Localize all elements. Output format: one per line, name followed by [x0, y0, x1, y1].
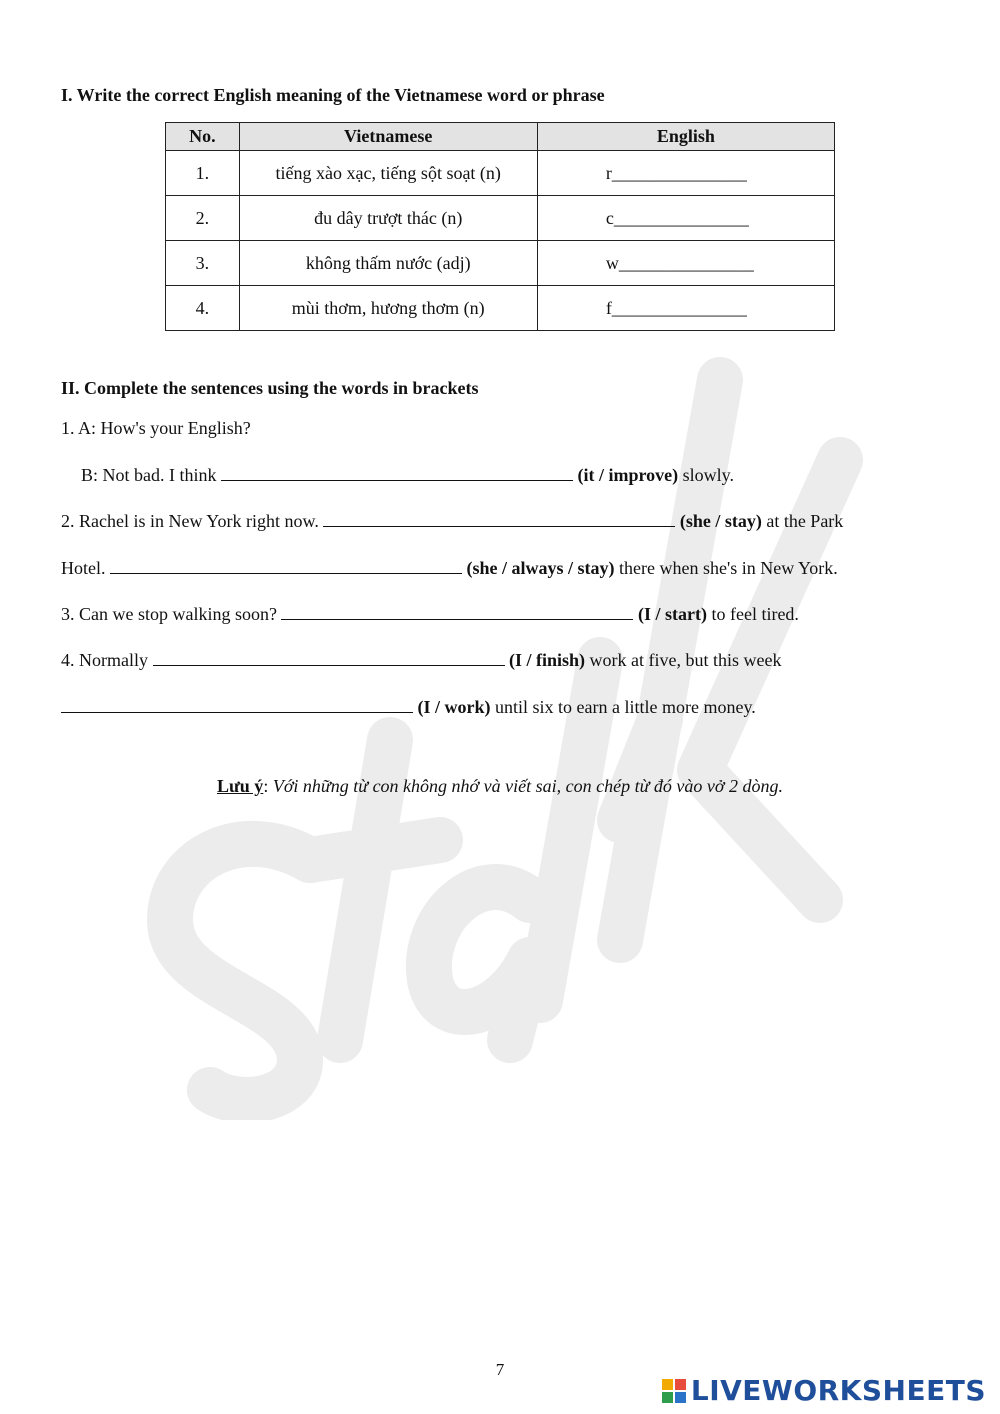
note [0, 776, 1000, 797]
row-number: 2. [166, 196, 240, 241]
vietnamese-phrase: không thấm nước (adj) [239, 241, 537, 286]
vietnamese-phrase: đu dây trượt thác (n) [239, 196, 537, 241]
vocabulary-table [165, 122, 835, 331]
note-separator: : [263, 776, 273, 796]
header-no: No. [166, 123, 240, 151]
section-1-heading: I. Write the correct English meaning of the Vietnamese word or phrase [61, 85, 605, 105]
header-vietnamese: Vietnamese [239, 123, 537, 151]
row-number: 1. [166, 151, 240, 196]
english-answer-text: r_______________ [605, 162, 747, 183]
sentence-line [61, 649, 781, 671]
bracket-hint: (I / work) [417, 697, 491, 717]
sentence-line [61, 418, 251, 439]
sentence-text: 1. A: How's your English? [61, 418, 251, 438]
english-answer-text: w_______________ [605, 252, 754, 273]
answer-blank[interactable] [221, 464, 573, 481]
english-answer-text: c_______________ [605, 207, 749, 228]
table-row [166, 286, 835, 331]
sentence-text: work at five, but this week [585, 650, 782, 670]
table-header-row [166, 123, 835, 151]
sentence-text: to feel tired. [706, 604, 799, 624]
sentence-text: until six to earn a little more money. [490, 697, 756, 717]
sentence-line [61, 696, 756, 718]
liveworksheets-logo-icon [661, 1378, 687, 1404]
answer-blank[interactable] [281, 603, 633, 620]
vietnamese-phrase: tiếng xào xạc, tiếng sột soạt (n) [239, 151, 537, 196]
bracket-hint: (she / stay) [679, 511, 762, 531]
sentence-line [61, 557, 838, 579]
sentence-line [61, 603, 799, 625]
sentence-line [81, 464, 734, 486]
table-row [166, 196, 835, 241]
bracket-hint: (I / start) [637, 604, 707, 624]
sentence-text: 3. Can we stop walking soon? [61, 604, 282, 624]
row-number: 3. [166, 241, 240, 286]
header-english: English [537, 123, 834, 151]
table-row [166, 241, 835, 286]
english-answer-blank[interactable] [537, 241, 834, 286]
answer-blank[interactable] [110, 557, 462, 574]
liveworksheets-brand [661, 1374, 986, 1407]
brand-name: LIVEWORKSHEETS [690, 1374, 986, 1407]
bracket-hint: (she / always / stay) [466, 558, 615, 578]
english-answer-text: f_______________ [605, 297, 747, 318]
english-answer-blank[interactable] [537, 196, 834, 241]
sentence-text: there when she's in New York. [614, 558, 838, 578]
sentence-text: at the Park [761, 511, 844, 531]
sentence-text: 4. Normally [61, 650, 153, 670]
sentence-text: slowly. [678, 465, 734, 485]
note-text: Với những từ con không nhớ và viết sai, con chép từ đó vào vở 2 dòng. [272, 776, 783, 796]
sentence-line [61, 510, 843, 532]
vietnamese-phrase: mùi thơm, hương thơm (n) [239, 286, 537, 331]
sentence-text: B: Not bad. I think [81, 465, 221, 485]
note-label: Lưu ý [216, 776, 264, 796]
answer-blank[interactable] [153, 649, 505, 666]
english-answer-blank[interactable] [537, 151, 834, 196]
sentence-text: 2. Rachel is in New York right now. [61, 511, 324, 531]
row-number: 4. [166, 286, 240, 331]
bracket-hint: (it / improve) [577, 465, 679, 485]
bracket-hint: (I / finish) [509, 650, 586, 670]
english-answer-blank[interactable] [537, 286, 834, 331]
answer-blank[interactable] [61, 696, 413, 713]
page-number: 7 [495, 1360, 505, 1379]
section-2-heading: II. Complete the sentences using the words in brackets [61, 378, 479, 398]
sentence-text: Hotel. [61, 558, 110, 578]
table-row [166, 151, 835, 196]
answer-blank[interactable] [323, 510, 675, 527]
